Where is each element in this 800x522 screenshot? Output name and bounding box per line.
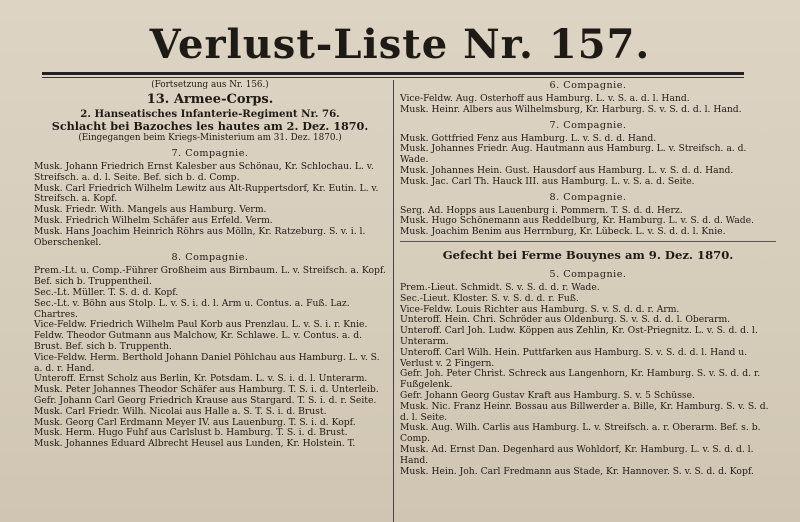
company-heading: 6. Compagnie.: [549, 80, 627, 91]
list-item: Serg. Ad. Hopps aus Lauenburg i. Pommern. T. S. d. d. Herz.: [400, 204, 683, 216]
list-item: Musk. Heinr. Albers aus Wilhelmsburg, Kr. Harburg. S. v. S. d. d. l. Hand.: [400, 103, 742, 115]
list-item: Musk. Ad. Ernst Dan. Degenhard aus Wohldorf, Kr. Hamburg. L. v. S. d. d. l. Hand.: [400, 443, 754, 466]
company-heading: 7. Compagnie.: [171, 148, 249, 160]
list-item: Gefr. Johann Carl Georg Friedrich Krause aus Stargard. T. S. i. d. r. Seite.: [34, 395, 377, 407]
list-item: Musk. Georg Carl Erdmann Meyer IV. aus Lauenburg. T. S. i. d. Kopf.: [34, 416, 356, 428]
company-list: [34, 266, 386, 450]
list-item: Vice-Feldw. Aug. Osterhoff aus Hamburg. L. v. S. a. d. l. Hand.: [400, 93, 690, 104]
list-item: Gefr. Joh. Peter Christ. Schreck aus Langenhorn, Kr. Hamburg. S. v. S. d. d. r. Fußgelenk.: [400, 368, 761, 391]
company-list: [34, 162, 386, 248]
battle-heading: Schlacht bei Bazoches les hautes am 2. Dez. 1870.: [51, 119, 369, 134]
list-item: Musk. Friedr. With. Mangels aus Hamburg. Verm.: [34, 204, 267, 216]
list-item: Vice-Feldw. Friedrich Wilhelm Paul Korb aus Prenzlau. L. v. S. i. r. Knie.: [34, 319, 368, 331]
list-item: Musk. Johann Friedrich Ernst Kalesber aus Schönau, Kr. Schlochau. L. v. Streifsch. a. d. l. Seite. Bef. sich b. d. Comp.: [34, 161, 374, 183]
list-item: Musk. Gottfried Fenz aus Hamburg. L. v. S. d. d. Hand.: [400, 132, 657, 144]
list-item: Vice-Feldw. Herm. Berthold Johann Daniel Pöhlchau aus Hamburg. L. v. S. a. d. r. Hand.: [34, 351, 380, 374]
list-item: Unteroff. Ernst Scholz aus Berlin, Kr. Potsdam. L. v. S. i. d. l. Unterarm.: [34, 373, 368, 385]
list-item: Musk. Aug. Wilh. Carlis aus Hamburg. L. v. Streifsch. a. r. Oberarm. Bef. s. b. Comp.: [400, 422, 761, 445]
list-item: Musk. Jac. Carl Th. Hauck III. aus Hamburg. L. v. S. a. d. Seite.: [400, 175, 695, 187]
list-item: Musk. Johannes Hein. Gust. Hausdorf aus Hamburg. L. v. S. d. d. Hand.: [400, 164, 734, 176]
title-rule-thick: [42, 72, 744, 75]
battle-heading: Gefecht bei Ferme Bouynes am 9. Dez. 1870.: [442, 247, 734, 262]
company-list: [400, 206, 776, 238]
company-list: [400, 94, 776, 116]
company-heading: 7. Compagnie.: [549, 119, 627, 131]
list-item: Prem.-Lieut. Schmidt. S. v. S. d. d. r. Wade.: [400, 281, 600, 293]
company-heading: 8. Compagnie.: [549, 191, 627, 203]
list-item: Feldw. Theodor Gutmann aus Malchow, Kr. Schlawe. L. v. Contus. a. d. Brust. Bef. sich b. Truppenth.: [34, 330, 363, 353]
continuation-note: (Fortsetzung aus Nr. 156.): [151, 80, 269, 90]
regiment-heading: 2. Hanseatisches Infanterie-Regiment Nr. 76.: [80, 107, 340, 120]
list-item: Musk. Johannes Eduard Albrecht Heusel aus Lunden, Kr. Holstein. T.: [34, 438, 356, 450]
list-item: Unteroff. Carl Wilh. Hein. Puttfarken aus Hamburg. S. v. S. d. d. l. Hand u. Verlust v. 2 Fingern.: [400, 346, 748, 369]
list-item: Musk. Hans Joachim Heinrich Röhrs aus Mölln, Kr. Ratzeburg. S. v. i. l. Oberschenkel.: [34, 225, 366, 248]
list-item: Musk. Herm. Hugo Fuhf aus Carlslust b. Hamburg. T. S. i. d. Brust.: [34, 427, 348, 439]
list-item: Musk. Carl Friedrich Wilhelm Lewitz aus Alt-Ruppertsdorf, Kr. Eutin. L. v. Streifsch. a. Kopf.: [34, 182, 379, 205]
list-item: Musk. Johannes Friedr. Aug. Hautmann aus Hamburg. L. v. Streifsch. a. d. Wade.: [400, 143, 747, 166]
list-item: Musk. Hein. Joh. Carl Fredmann aus Stade, Kr. Hannover. S. v. S. d. d. Kopf.: [400, 465, 754, 477]
list-item: Musk. Joachim Benim aus Herrnburg, Kr. Lübeck. L. v. S. d. d. l. Knie.: [400, 226, 726, 238]
list-item: Unteroff. Carl Joh. Ludw. Köppen aus Zehlin, Kr. Ost-Priegnitz. L. v. S. d. d. l. Unterarm.: [400, 325, 758, 347]
list-item: Musk. Peter Johannes Theodor Schäfer aus Hamburg. T. S. i. d. Unterleib.: [34, 384, 379, 396]
company-list: [400, 134, 776, 188]
list-item: Sec.-Lt. v. Böhn aus Stolp. L. v. S. i. d. l. Arm u. Contus. a. Fuß. Laz. Chartres.: [34, 297, 350, 320]
company-list: [400, 283, 776, 477]
company-heading: 5. Compagnie.: [549, 268, 627, 280]
page-title: Verlust-Liste Nr. 157.: [149, 21, 651, 68]
list-item: Gefr. Johann Georg Gustav Kraft aus Hamburg. S. v. 5 Schüsse.: [400, 389, 695, 401]
list-item: Vice-Feldw. Louis Richter aus Hamburg. S. v. S. d. d. r. Arm.: [400, 303, 680, 315]
list-item: Musk. Carl Friedr. Wilh. Nicolai aus Halle a. S. T. S. i. d. Brust.: [34, 405, 327, 417]
list-item: Sec.-Lieut. Kloster. S. v. S. d. d. r. Fuß.: [400, 292, 579, 304]
company-heading: 8. Compagnie.: [171, 252, 249, 264]
left-column: [34, 80, 386, 450]
list-item: Musk. Friedrich Wilhelm Schäfer aus Erfeld. Verm.: [34, 215, 273, 227]
list-item: Prem.-Lt. u. Comp.-Führer Großheim aus Birnbaum. L. v. Streifsch. a. Kopf. Bef. sich b. Truppentheil.: [34, 265, 386, 288]
list-item: Sec.-Lt. Müller. T. S. d. d. Kopf.: [34, 287, 179, 299]
title-rule-thin: [42, 77, 744, 78]
received-note: (Eingegangen beim Kriegs-Ministerium am 31. Dez. 1870.): [78, 133, 342, 144]
right-column: [400, 80, 776, 477]
corps-heading: 13. Armee-Corps.: [146, 91, 274, 107]
list-item: Musk. Nic. Franz Heinr. Bossau aus Billwerder a. Bille, Kr. Hamburg. S. v. S. d. d. l. Seite.: [400, 400, 769, 423]
list-item: Unteroff. Hein. Chri. Schröder aus Oldenburg. S. v. S. d. d. l. Oberarm.: [400, 314, 731, 326]
list-item: Musk. Hugo Schönemann aus Reddelburg, Kr. Hamburg. L. v. S. d. d. Wade.: [400, 215, 755, 227]
section-divider: [400, 241, 776, 242]
